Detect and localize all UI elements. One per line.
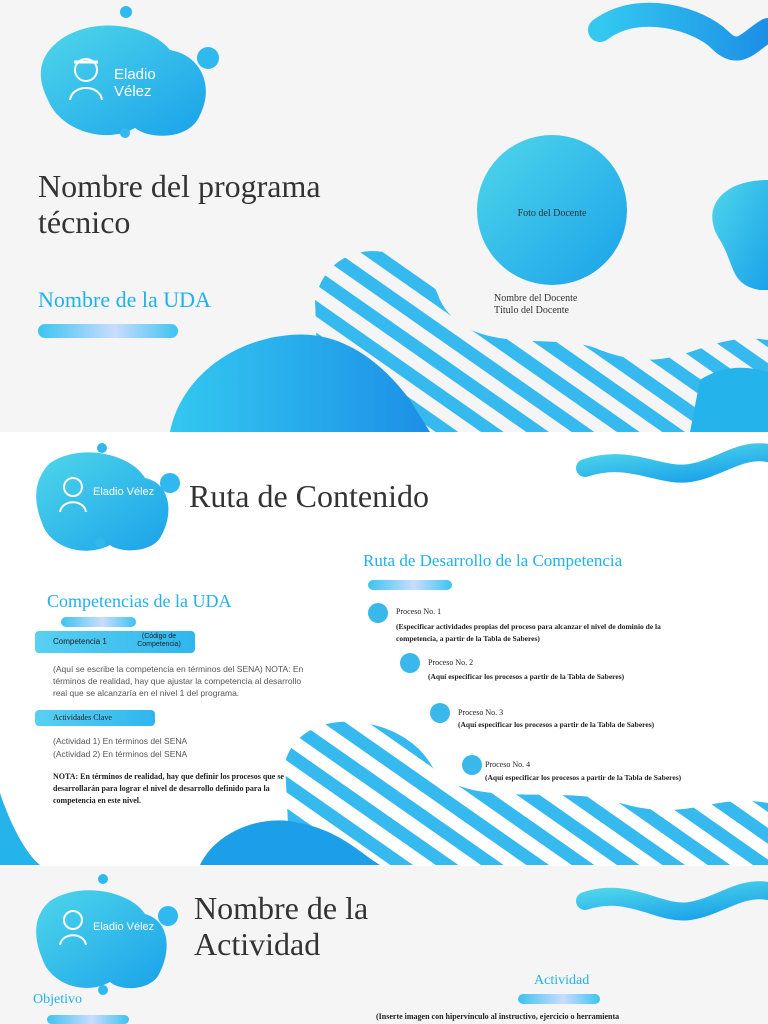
proceso-title: Proceso No. 1: [396, 607, 442, 616]
logo: [55, 478, 165, 518]
proceso-text: (Aquí especificar los procesos a partir de la Tabla de Saberes): [428, 672, 625, 681]
proceso-bullet: [368, 603, 388, 623]
proceso-text: (Aquí especificar los procesos a partir de la Tabla de Saberes): [458, 720, 655, 729]
portrait-icon: [64, 54, 108, 102]
proceso-bullet: [400, 653, 420, 673]
portrait-icon: [55, 907, 91, 947]
logo: [64, 60, 194, 110]
proceso-title: Proceso No. 4: [485, 760, 531, 769]
objetivo-label: Objetivo: [33, 992, 82, 1007]
logo: [55, 911, 165, 951]
codigo-label: (Código de Competencia): [137, 633, 181, 648]
program-title: Nombre del programa técnico: [38, 168, 321, 240]
uda-underline: [38, 324, 178, 338]
actividad-item: (Actividad 2) En términos del SENA: [53, 749, 188, 759]
proceso-text: (Especificar actividades propias del proceso para alcanzar el nivel de dominio de la competencia, a partir de la Tabla de Saberes): [396, 622, 661, 643]
slide2-title: Ruta de Contenido: [189, 478, 429, 514]
slide-actividad: [0, 866, 768, 1024]
competencias-underline: [61, 617, 136, 627]
actividad-item: (Actividad 1) En términos del SENA: [53, 736, 188, 746]
nota-text: NOTA: En términos de realidad, hay que definir los procesos que se desarrollarán para lograr el nivel de desarrollo definido para la competencia en este nivel.: [53, 772, 284, 805]
proceso-text: (Aquí especificar los procesos a partir de la Tabla de Saberes): [485, 773, 682, 782]
proceso-bullet: [430, 703, 450, 723]
uda-name: Nombre de la UDA: [38, 287, 211, 312]
ruta-heading: Ruta de Desarrollo de la Competencia: [363, 551, 623, 570]
slide3-title: Nombre de la Actividad: [194, 890, 369, 962]
competencia-label: Competencia 1: [53, 637, 107, 646]
competencias-heading: Competencias de la UDA: [47, 591, 232, 611]
logo-name: Eladio Vélez: [114, 66, 156, 100]
proceso-title: Proceso No. 2: [428, 658, 474, 667]
actividades-brush: [35, 710, 155, 726]
teacher-title: Título del Docente: [494, 305, 569, 316]
proceso-title: Proceso No. 3: [458, 708, 504, 717]
competencia-text: (Aquí se escribe la competencia en términos del SENA) NOTA: En términos de realidad, hay que ajustar la competencia al desarrollo real que se alcanzaría en el nivel 1 del programa.: [53, 664, 304, 698]
slide-portada: [0, 0, 768, 432]
actividad-label: Actividad: [534, 973, 590, 988]
logo-name: Eladio Vélez: [93, 486, 155, 498]
photo-label: Foto del Docente: [517, 208, 587, 219]
teacher-name: Nombre del Docente: [494, 293, 578, 304]
proceso-bullet: [462, 755, 482, 775]
objetivo-underline: [47, 1015, 129, 1024]
instruction-text: (Inserte imagen con hipervínculo al instructivo, ejercicio o herramienta: [376, 1012, 620, 1021]
ruta-underline: [368, 580, 452, 590]
actividades-label: Actividades Clave: [53, 713, 112, 722]
portrait-icon: [55, 474, 91, 514]
logo-name: Eladio Vélez: [93, 921, 155, 933]
competencia-brush: [35, 631, 195, 653]
actividad-underline: [518, 994, 600, 1004]
slide-ruta-contenido: [0, 433, 768, 865]
